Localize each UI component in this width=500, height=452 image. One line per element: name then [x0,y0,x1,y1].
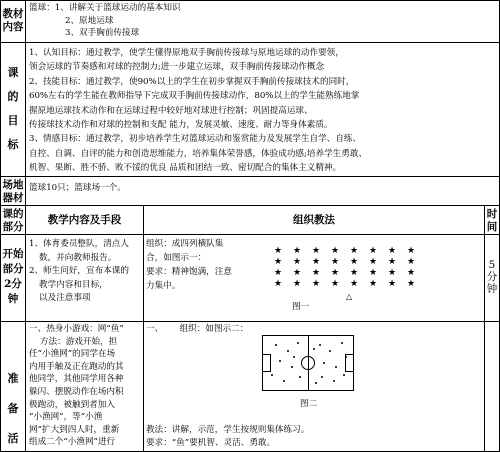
goals-line: 机智、果断、胜不骄、败不馁的优良 品质和团结一致、密切配合的集体主义精神。 [29,163,342,174]
prep-content [25,321,144,452]
student-star: ★ [388,246,397,256]
player-dot [287,350,289,352]
student-star: ★ [293,279,302,289]
student-star: ★ [350,279,359,289]
venue-content: 篮球10只；篮球场一个。 [25,176,500,206]
prep-label [0,321,26,452]
student-star: ★ [274,268,283,278]
materials-line: 2、原地运球 [65,15,114,26]
figure-2-caption: 图二 [300,399,318,409]
opening-method-line: 力集中。 [146,281,181,291]
player-dot [345,356,347,358]
player-dot [323,362,325,364]
opening-line: 教学内容和目标， [39,279,108,290]
opening-label-line: 部分 [2,263,24,275]
student-star: ★ [331,268,340,278]
player-dot [293,356,295,358]
opening-method [143,234,485,322]
player-dot [343,374,345,376]
opening-time-line: 钟 [486,283,498,295]
opening-line: 以及注意事项 [39,293,91,303]
student-star: ★ [293,246,302,256]
player-dot [321,376,323,378]
opening-method-line: 组织：成四列横队集 [146,239,224,249]
prep-method [143,321,485,452]
opening-time [484,234,500,322]
prep-label-char: 活 [7,432,19,445]
player-dot [283,380,285,382]
time-header [484,205,500,235]
goals-line: 1、认知目标：通过教学，使学生懂得原地双手胸前传接球与原地运球的动作要领， [29,48,344,58]
student-star: ★ [331,257,340,267]
student-star: ★ [274,279,283,289]
player-dot [341,342,343,344]
player-dot [279,360,281,362]
student-star: ★ [312,279,321,289]
opening-label-line: 2分 [4,278,22,290]
time-header-line: 间 [486,221,498,233]
goals-content [25,42,500,177]
student-star: ★ [388,279,397,289]
goals-label-char: 标 [7,138,19,151]
student-star: ★ [331,246,340,256]
player-dot [291,366,293,368]
player-dot [271,374,273,376]
student-star: ★ [388,257,397,267]
player-dot [297,342,299,344]
content-header: 教学内容及手段 [25,205,144,235]
student-star: ★ [350,268,359,278]
venue-label-line: 场地 [2,179,24,191]
player-dot [299,376,301,378]
prep-line: 网”扩大到四人时，重新 [29,424,120,435]
materials-label-line: 教材 [2,8,24,20]
goals-line: 自控、自调、自评的能力和创造思维能力，培养集体荣誉感，体验成功感;培养学生勇敢、 [29,148,368,159]
student-star: ★ [407,257,416,267]
student-star: ★ [274,246,283,256]
prep-line: “小渔网”，等“小渔 [29,412,103,423]
prep-line: 内用手触及正在跑动的其 [29,361,124,372]
prep-label-char: 准 [7,372,19,385]
goals-line: 握原地运球技术动作和在运球过程中较好地对球进行控制；巩固提高运球、 [29,105,313,116]
prep-method-text [144,424,311,450]
opening-line: 数，并向教师报告。 [39,252,117,263]
goals-line: 领会运球的节奏感和对球的控制力;进一步建立运球，双手胸前传接球动作概念 [29,62,325,73]
goals-label-char: 的 [7,90,19,103]
goals-line: 60%左右的学生能在教师指导下完成双手胸前传接球动作，80%以上的学生能熟练地掌 [29,91,360,102]
opening-label [0,234,26,322]
prep-line: 任“小渔网”的同学在场 [29,349,116,360]
student-star: ★ [369,279,378,289]
player-dot [329,350,331,352]
materials-label-line: 内容 [2,21,24,33]
player-dot [315,382,317,384]
student-star: ★ [293,257,302,267]
player-dot [319,344,321,346]
student-star: ★ [369,257,378,267]
prep-method-line: 要求：“鱼”要机智、灵活、勇敢。 [146,438,276,448]
opening-method-line: 要求：精神饱满，注意 [146,267,232,277]
prep-method-head: 一、 组织：如图示二： [146,324,249,334]
materials-label [0,0,26,43]
formation-diagram [274,247,454,302]
goals-line: 2、技能目标：通过教学，使90%以上的学生在初步掌握双手胸前传接球技术的同时， [29,76,355,87]
materials-line: 篮球：1、讲解关于篮球运动的基本知识 [29,3,181,13]
teacher-marker: △ [346,292,353,301]
student-star: ★ [350,257,359,267]
prep-line: 他同学，其他同学用各种 [29,374,124,385]
court-players [263,336,353,390]
venue-label [0,176,26,206]
prep-line: 一、热身小游戏：网“鱼” [29,324,124,334]
student-star: ★ [350,246,359,256]
prep-line: 组成二个“小渔网”进行 [29,437,116,448]
student-star: ★ [407,279,416,289]
time-header-line: 时 [486,208,498,220]
goals-label [0,42,26,177]
opening-time-line: 5 [488,259,496,271]
student-star: ★ [293,268,302,278]
prep-line: 躲闪、摆脱动作在场内积 [29,386,124,397]
student-star: ★ [274,257,283,267]
opening-time-line: 分 [486,271,498,283]
prep-line: 方法：游戏开始，担 [29,336,118,347]
goals-label-char: 目 [7,114,19,127]
method-header: 组织教法 [143,205,485,235]
student-star: ★ [369,246,378,256]
student-star: ★ [331,279,340,289]
section-header-line: 部分 [2,221,24,233]
figure-1-caption: 图一 [292,302,310,312]
prep-method-line: 教法：讲解，示范，学生按规则集体练习。 [146,425,310,435]
player-dot [333,380,335,382]
student-star: ★ [369,268,378,278]
venue-label-line: 器材 [2,192,24,204]
player-dot [275,344,277,346]
section-header-line: 课的 [2,208,24,220]
materials-content [25,0,500,43]
opening-method-line: 合，如图示一： [146,253,207,263]
goals-line: 3、情感目标：通过教学，初步培养学生对篮球运动和鉴赏能力及发展学生自学、自练、 [29,134,362,145]
section-header [0,205,26,235]
opening-method-text [144,237,248,293]
player-dot [313,348,315,350]
court-diagram [262,335,354,391]
opening-content [25,234,144,322]
player-dot [335,366,337,368]
prep-line: 极跑动，被触到者加入 [29,399,115,410]
prep-label-char: 备 [7,402,19,415]
opening-line: 2、师生问好，宣布本课的 [29,266,129,276]
opening-label-line: 钟 [7,293,19,305]
student-star: ★ [312,257,321,267]
student-star: ★ [407,268,416,278]
student-star: ★ [312,246,321,256]
materials-line: 3、双手胸前传接球 [65,28,140,38]
student-star: ★ [388,268,397,278]
opening-label-line: 开始 [2,248,24,260]
prep-time [484,321,500,452]
student-star: ★ [407,246,416,256]
opening-line: 1、体育委员整队，清点人 [29,239,129,249]
goals-line: 传接球技术动作和对球的控制和支配 能力，发展灵敏、速度、耐力等身体素质。 [29,120,333,131]
student-star: ★ [312,268,321,278]
goals-label-char: 课 [7,66,19,79]
